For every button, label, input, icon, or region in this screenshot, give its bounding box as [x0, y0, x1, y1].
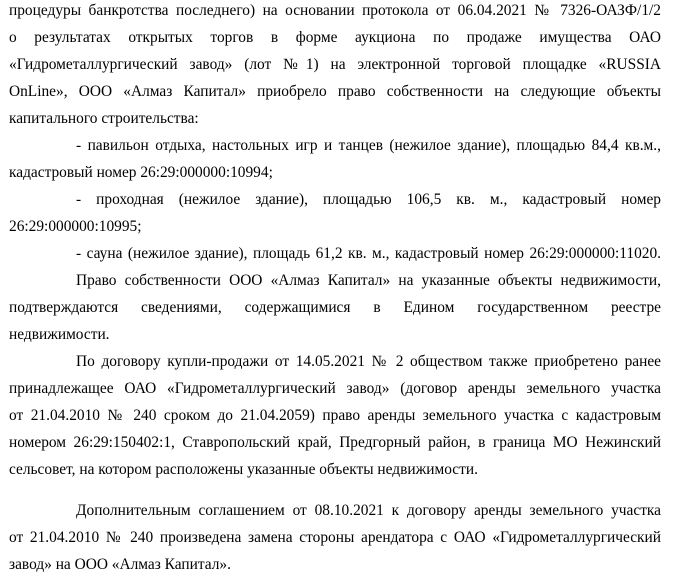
text-line: завод» на ООО «Алмаз Капитал».	[9, 556, 231, 573]
text-line: от 21.04.2010 № 240 сроком до 21.04.2059) право аренды земельного участка с кадастровым	[9, 407, 661, 424]
text-line: OnLine», ООО «Алмаз Капитал» приобрело право собственности на следующие объекты	[9, 83, 661, 100]
text-line: капитального строительства:	[9, 110, 199, 127]
text-line: 26:29:000000:10995;	[9, 218, 142, 235]
text-line: недвижимости.	[9, 326, 110, 343]
list-item-sauna: - сауна (нежилое здание), площадь 61,2 кв. м., кадастровый номер 26:29:000000:11020.	[76, 245, 661, 262]
text-line: принадлежащее ОАО «Гидрометаллургический завод» (договор аренды земельного участка	[9, 380, 661, 397]
text-line: о результатах открытых торгов в форме аукциона по продаже имущества ОАО	[9, 29, 661, 46]
text-line: номером 26:29:150402:1, Ставропольский край, Предгорный район, в граница МО Нежинский	[9, 434, 661, 451]
text-line: процедуры банкротства последнего) на основании протокола от 06.04.2021 № 7326-ОАЗФ/1/2	[9, 2, 661, 19]
text-line: сельсовет, на котором расположены указанные объекты недвижимости.	[9, 461, 478, 478]
list-item-checkpoint: - проходная (нежилое здание), площадью 106,5 кв. м., кадастровый номер	[76, 191, 661, 208]
list-item-pavilion: - павильон отдыха, настольных игр и танцев (нежилое здание), площадью 84,4 кв.м.,	[76, 137, 661, 154]
text-line: кадастровый номер 26:29:000000:10994;	[9, 164, 273, 181]
text-line: от 21.04.2010 № 240 произведена замена стороны арендатора с ОАО «Гидрометаллургический	[9, 529, 661, 546]
text-line: подтверждаются сведениями, содержащимися в Едином государственном реестре	[9, 299, 661, 316]
paragraph-start: Дополнительным соглашением от 08.10.2021 к договору аренды земельного участка	[76, 502, 661, 519]
paragraph-start: Право собственности ООО «Алмаз Капитал» на указанные объекты недвижимости,	[76, 272, 661, 289]
text-line: «Гидрометаллургический завод» (лот №1) на электронной торговой площадке «RUSSIA	[9, 56, 661, 73]
paragraph-start: По договору купли-продажи от 14.05.2021 № 2 обществом также приобретено ранее	[76, 353, 661, 370]
